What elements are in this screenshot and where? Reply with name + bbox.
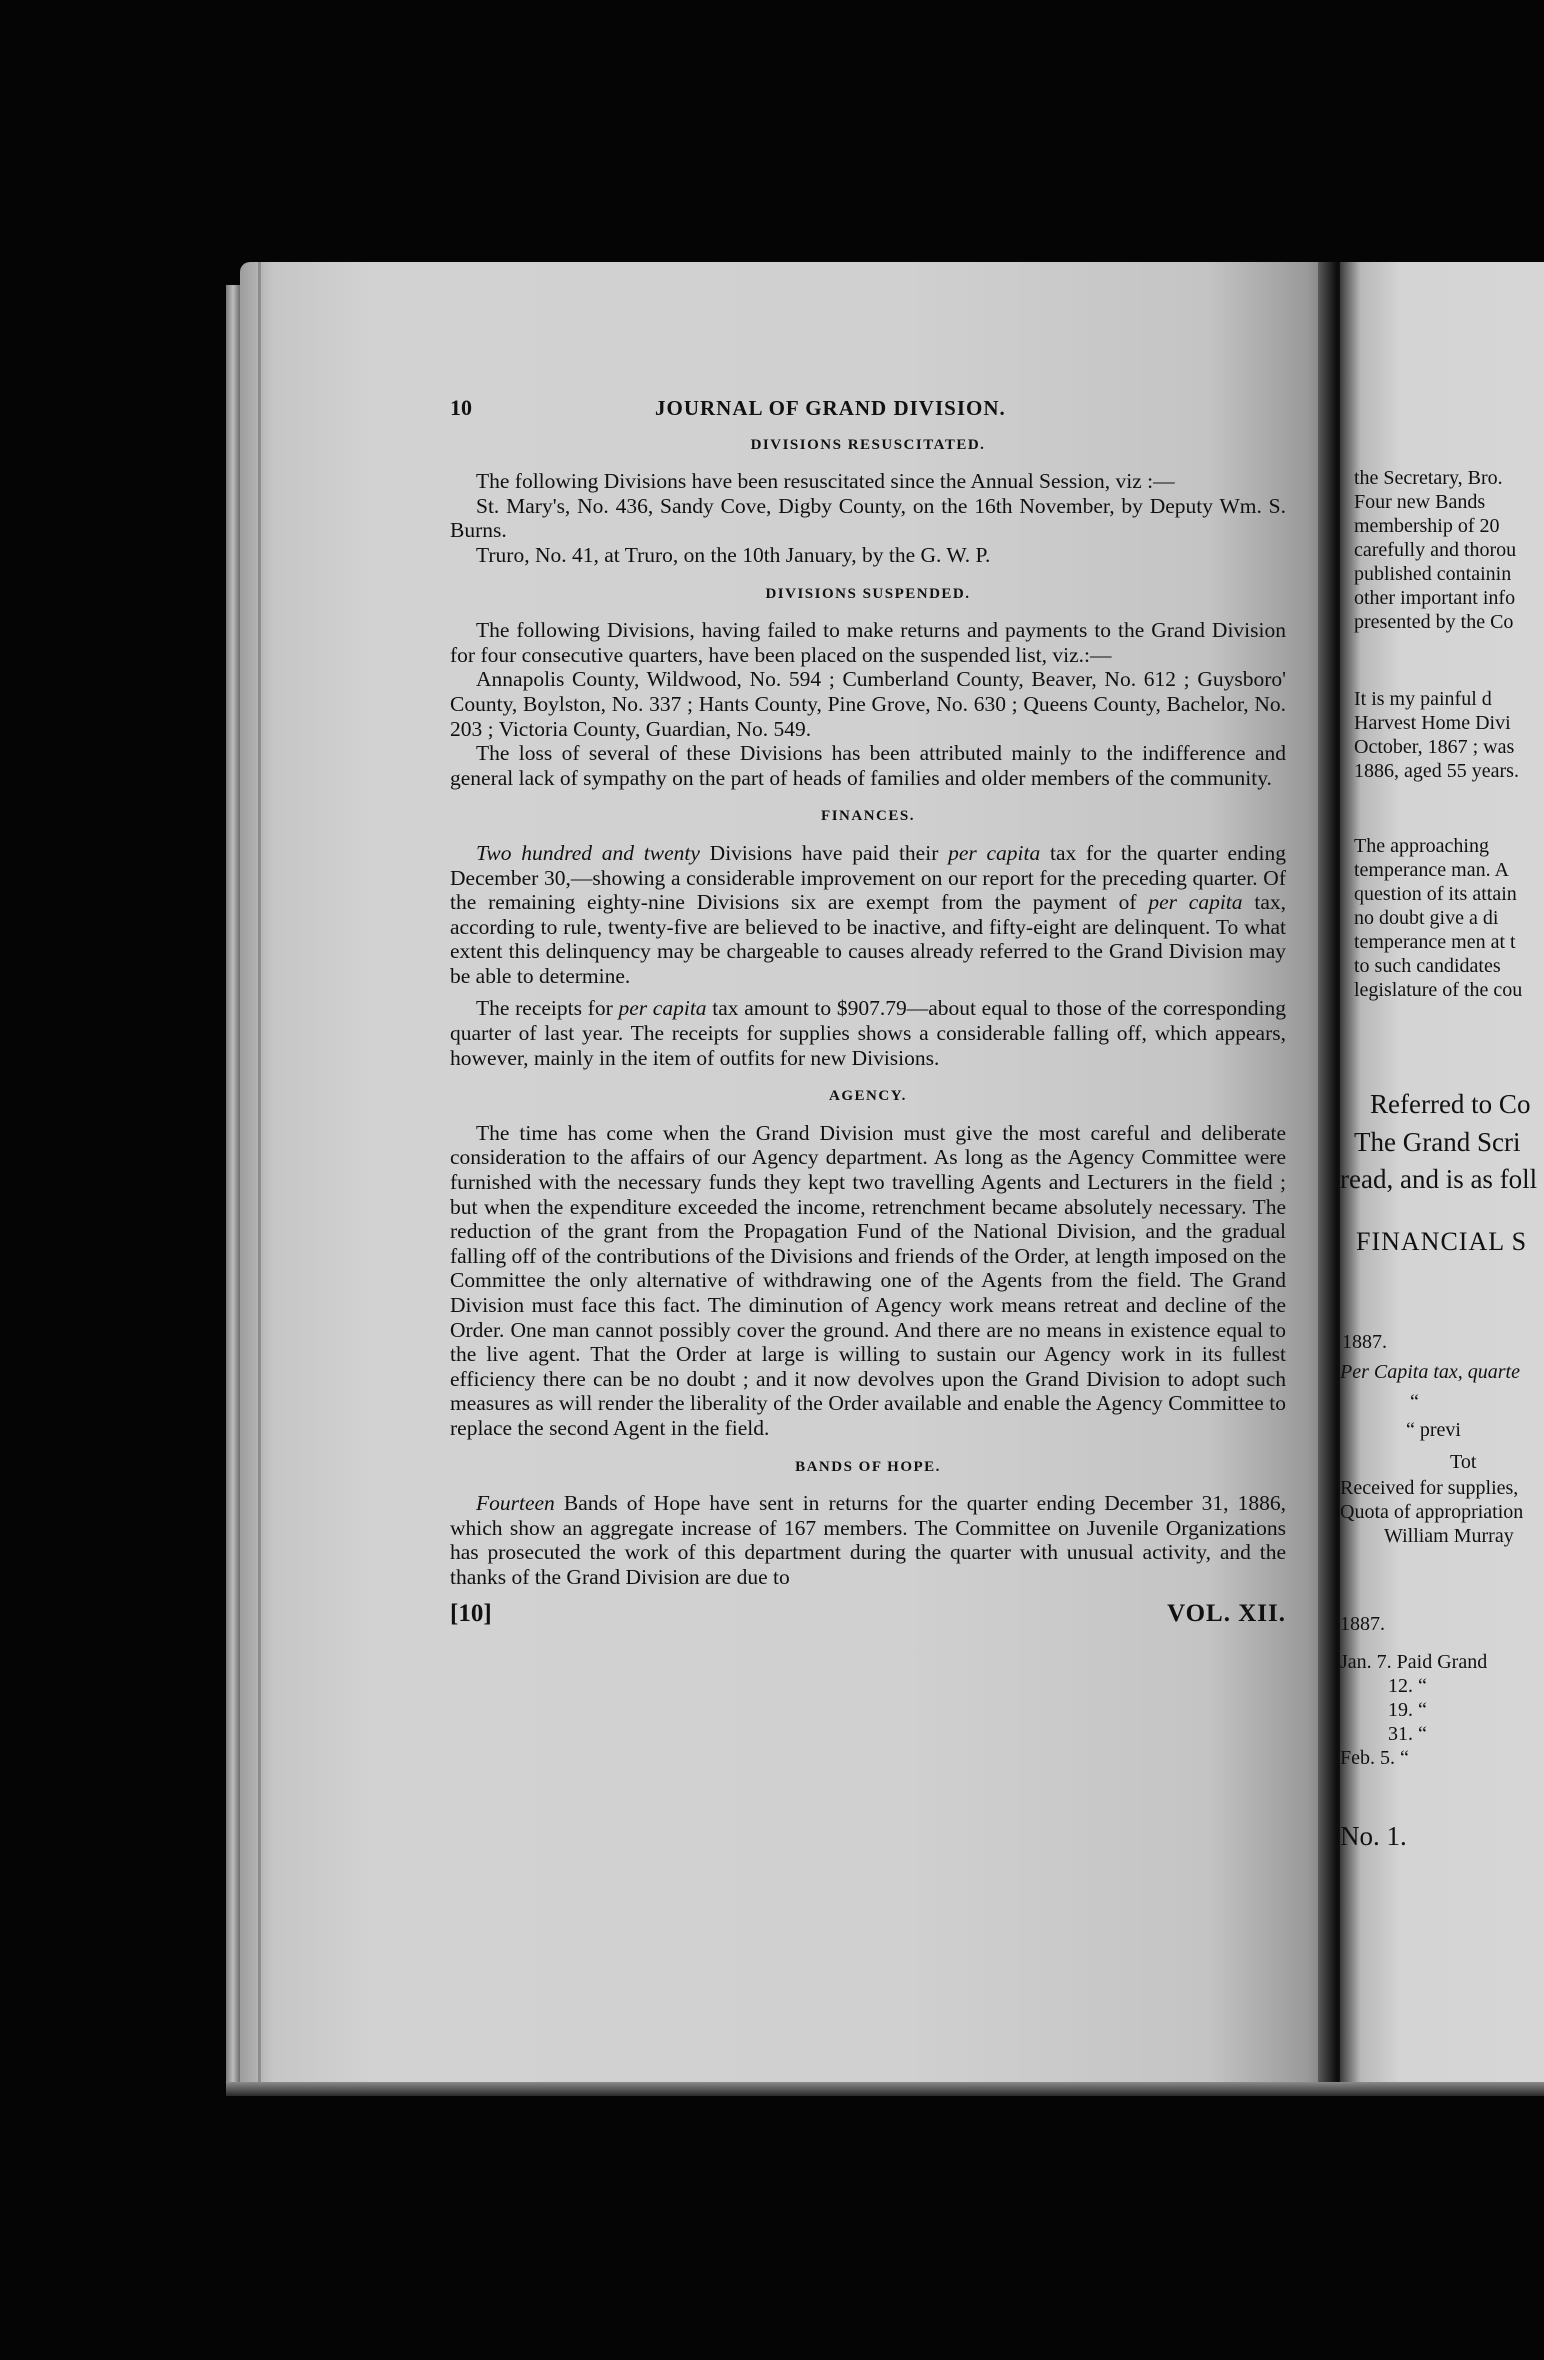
heading-divisions-suspended: DIVISIONS SUSPENDED.: [765, 585, 971, 602]
heading-bands-of-hope: BANDS OF HOPE.: [795, 1458, 941, 1475]
page-footer: [450, 1599, 1286, 1627]
heading-divisions-resuscitated: DIVISIONS RESUSCITATED.: [750, 436, 986, 453]
right-page-line: temperance men at t: [1354, 931, 1516, 953]
right-page-line: The approaching: [1354, 835, 1489, 857]
right-page-line: the Secretary, Bro.: [1354, 467, 1503, 489]
paragraph-resuscitated-item-2: Truro, No. 41, at Truro, on the 10th January, by the G. W. P.: [476, 542, 991, 567]
paragraph-resuscitated-intro: The following Divisions have been resuscitated since the Annual Session, viz :—: [476, 469, 1175, 494]
paragraph-agency: The time has come when the Grand Division must give the most careful and deliberate consideration to the affairs of our Agency department. As long as the Agency Committee were furnished with the necessary funds they kept two travelling Agents and Lecturers in the field ; but when the expenditure exceeded the income, retrenchment became absolutely necessary. The reduction of the grant from the Propagation Fund of the National Division, and the gradual falling off of the contributions of the Divisions and friends of the Order, at length imposed on the Committee the only alternative of withdrawing one of the Agents from the field. The Grand Division must face this fact. The diminution of Agency work means retreat and decline of the Order. One man cannot possibly cover the ground. And there are no means in existence equal to the live agent. That the Order at large is willing to sustain our Agency work in its fullest efficiency there can be no doubt ; and it now devolves upon the Grand Division to adopt such measures as will render the liberality of the Order available and enable the Agency Committee to replace the second Agent in the field.: [450, 1120, 1286, 1440]
right-page-line: Four new Bands: [1354, 491, 1486, 513]
right-page-line: membership of 20: [1354, 515, 1500, 537]
right-page-line: Referred to Co: [1370, 1089, 1531, 1119]
finances-lead-italic: Two hundred and twenty: [476, 840, 700, 865]
right-page-line: 1886, aged 55 years.: [1354, 760, 1519, 782]
paragraph-finances-2: The receipts for per capita tax amount to $907.79—about equal to those of the corresponding quarter of last year. The receipts for supplies shows a considerable falling off, which appears, however, mainly in the item of outfits for new Divisions.: [450, 996, 1286, 1070]
running-head: [450, 396, 1286, 421]
right-page-line: William Murray: [1384, 1525, 1514, 1547]
paragraph-finances-1: Two hundred and twenty Divisions have paid their per capita tax for the quarter ending December 30,—showing a considerable improvement on our report for the preceding quarter. Of the remaining eighty-nine Divisions six are exempt from the payment of per capita tax, according to rule, twenty-five are believed to be inactive, and fifty-eight are delinquent. To what extent this delinquency may be chargeable to causes already referred to the Grand Division may be able to determine.: [450, 840, 1287, 988]
paragraph-suspended-list: Annapolis County, Wildwood, No. 594 ; Cumberland County, Beaver, No. 612 ; Guysboro' County, Boylston, No. 337 ; Hants County, Pine Grove, No. 630 ; Queens County, Bachelor, No. 203 ; Victoria County, Guardian, No. 549.: [450, 667, 1286, 741]
right-page-line: published containin: [1354, 563, 1512, 585]
right-page-line: to such candidates: [1354, 955, 1501, 977]
right-page-line: read, and is as foll: [1340, 1164, 1538, 1194]
right-page-line: Feb. 5. “: [1340, 1747, 1409, 1769]
right-page-line: No. 1.: [1340, 1821, 1407, 1851]
right-page-line: October, 1867 ; was: [1354, 736, 1515, 758]
right-page-line: 31. “: [1388, 1723, 1427, 1745]
right-page-line: “ previ: [1406, 1419, 1461, 1441]
right-page-line: Jan. 7. Paid Grand: [1340, 1651, 1488, 1673]
paragraph-bands-of-hope: Fourteen Bands of Hope have sent in returns for the quarter ending December 31, 1886, which show an aggregate increase of 167 members. The Committee on Juvenile Organizations has prosecuted the work of this department during the quarter with unusual activity, and the thanks of the Grand Division are due to: [450, 1491, 1286, 1589]
right-page-line: temperance man. A: [1354, 859, 1509, 881]
journal-title: JOURNAL OF GRAND DIVISION.: [655, 396, 1006, 420]
right-page-line: carefully and thorou: [1354, 539, 1517, 561]
right-page-line: Tot: [1450, 1451, 1477, 1473]
right-page-line: Per Capita tax, quarte: [1340, 1361, 1520, 1383]
right-page-line: question of its attain: [1354, 883, 1517, 905]
right-page-line: other important info: [1354, 587, 1516, 609]
right-page-line: Quota of appropriation: [1340, 1501, 1524, 1523]
right-page-line: legislature of the cou: [1354, 979, 1523, 1001]
right-page-line: 12. “: [1388, 1675, 1427, 1697]
bands-lead-italic: Fourteen: [476, 1491, 555, 1516]
right-page-line: no doubt give a di: [1354, 907, 1499, 929]
heading-agency: AGENCY.: [829, 1088, 907, 1105]
right-page-line: 1887.: [1340, 1613, 1385, 1635]
right-page-line: 19. “: [1388, 1699, 1427, 1721]
right-page-line: presented by the Co: [1354, 611, 1514, 633]
paragraph-suspended-intro: The following Divisions, having failed to make returns and payments to the Grand Division for four consecutive quarters, have been placed on the suspended list, viz.:—: [450, 618, 1286, 667]
right-page-text-fragment: [1340, 0, 1544, 2360]
heading-finances: FINANCES.: [821, 808, 915, 825]
footer-volume: VOL. XII.: [1167, 1599, 1286, 1627]
right-page-line: Harvest Home Divi: [1354, 712, 1511, 734]
right-page-line: “: [1410, 1391, 1419, 1413]
right-page-line: 1887.: [1342, 1331, 1387, 1353]
paragraph-suspended-remark: The loss of several of these Divisions has been attributed mainly to the indifference and general lack of sympathy on the part of heads of families and older members of the community.: [450, 741, 1286, 790]
left-page-text: [450, 396, 1286, 1626]
right-page-line: FINANCIAL S: [1356, 1227, 1528, 1256]
book-edge: [226, 285, 240, 2090]
right-page-line: The Grand Scri: [1354, 1127, 1521, 1157]
right-page-line: Received for supplies,: [1340, 1477, 1519, 1499]
footer-page-marker: [10]: [450, 1599, 492, 1627]
page-number: 10: [450, 395, 472, 420]
paragraph-resuscitated-item-1: St. Mary's, No. 436, Sandy Cove, Digby County, on the 16th November, by Deputy Wm. S. Burns.: [450, 493, 1286, 543]
right-page-line: It is my painful d: [1354, 688, 1492, 710]
